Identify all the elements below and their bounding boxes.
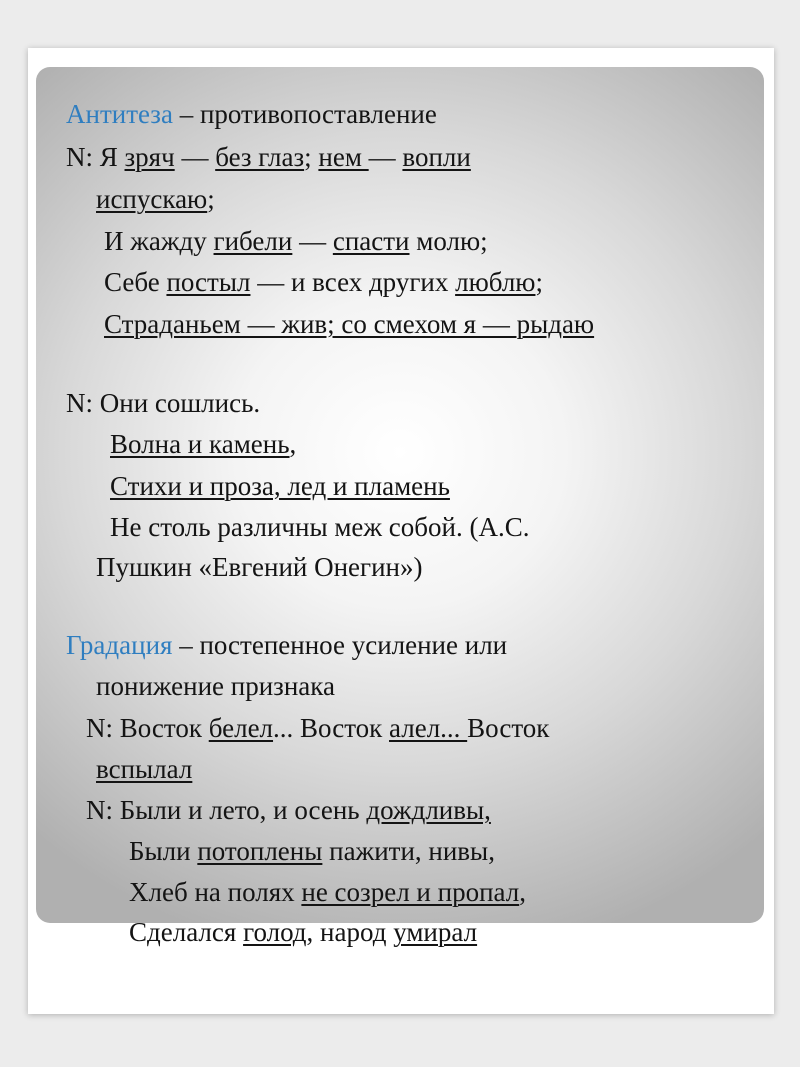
text-segment: ... Восток (273, 713, 390, 743)
antithesis-example-2-source (96, 551, 423, 583)
text-segment: , (519, 877, 526, 907)
gradation-example-2-line-1 (86, 794, 491, 826)
underlined-text: Страданьем — жив; со смехом я — рыдаю (104, 309, 595, 339)
text-segment: – противопоставление (172, 99, 437, 129)
underlined-text: постыл (166, 267, 251, 297)
text-segment: — и всех других (250, 267, 456, 297)
antithesis-example-2-line-3 (110, 470, 450, 502)
antithesis-example-2-line-2 (110, 428, 296, 460)
text-segment: N: Они сошлись. (66, 388, 261, 418)
text-segment: Сделался (129, 917, 244, 947)
term-word: Антитеза (66, 99, 173, 129)
gradation-example-1-line-2 (96, 753, 192, 785)
antithesis-example-1-line-3 (104, 225, 488, 257)
antithesis-definition (66, 98, 437, 130)
antithesis-example-1-line-4 (104, 266, 543, 298)
text-segment: понижение признака (96, 671, 335, 701)
gradation-example-1-line-1 (86, 712, 549, 744)
text-segment: пажити, нивы, (322, 836, 495, 866)
antithesis-example-1-line-2 (96, 183, 215, 215)
antithesis-example-1-line-1 (66, 141, 471, 173)
underlined-text: вспылал (96, 754, 193, 784)
underlined-text: умирал (393, 917, 478, 947)
text-segment: , народ (306, 917, 394, 947)
underlined-text: белел (208, 713, 274, 743)
underlined-text: дождливы, (366, 795, 491, 825)
text-segment: – постепенное усиление или (172, 630, 508, 660)
text-segment: Пушкин «Евгений Онегин») (96, 552, 423, 582)
text-segment: Восток (467, 713, 550, 743)
text-segment: Себе (104, 267, 167, 297)
text-segment: ; (207, 184, 215, 214)
underlined-text: голод (243, 917, 307, 947)
gradation-definition-cont (96, 670, 335, 702)
underlined-text: Стихи и проза, лед и пламень (110, 471, 450, 501)
antithesis-example-1-line-5 (104, 308, 594, 340)
text-segment: — (174, 142, 216, 172)
underlined-text: Волна и камень (110, 429, 290, 459)
text-segment: , (289, 429, 297, 459)
underlined-text: гибели (213, 226, 293, 256)
text-segment: молю; (409, 226, 488, 256)
text-segment: N: Были и лето, и осень (86, 795, 367, 825)
underlined-text: алел... (389, 713, 468, 743)
antithesis-example-2-line-1 (66, 387, 260, 419)
underlined-text: потоплены (197, 836, 323, 866)
underlined-text: не созрел и пропал (301, 877, 520, 907)
text-segment: И жажду (104, 226, 214, 256)
underlined-text: нем (318, 142, 369, 172)
text-segment: — (368, 142, 403, 172)
text-segment: Не столь различны меж собой. (А.С. (110, 512, 530, 542)
text-segment: Хлеб на полях (129, 877, 302, 907)
underlined-text: без глаз (215, 142, 305, 172)
text-segment: N: Восток (86, 713, 209, 743)
underlined-text: люблю (455, 267, 536, 297)
underlined-text: зряч (124, 142, 175, 172)
gradation-example-2-line-3 (129, 876, 526, 908)
underlined-text: испускаю (96, 184, 208, 214)
antithesis-example-2-line-4 (110, 511, 529, 543)
text-segment: N: Я (66, 142, 125, 172)
text-segment: ; (304, 142, 319, 172)
gradation-definition (66, 629, 507, 661)
term-word: Градация (66, 630, 173, 660)
text-segment: Были (129, 836, 198, 866)
text-segment: ; (535, 267, 543, 297)
gradation-example-2-line-2 (129, 835, 495, 867)
underlined-text: спасти (332, 226, 410, 256)
text-segment: — (292, 226, 333, 256)
gradation-example-2-line-4 (129, 916, 477, 948)
underlined-text: вопли (402, 142, 471, 172)
